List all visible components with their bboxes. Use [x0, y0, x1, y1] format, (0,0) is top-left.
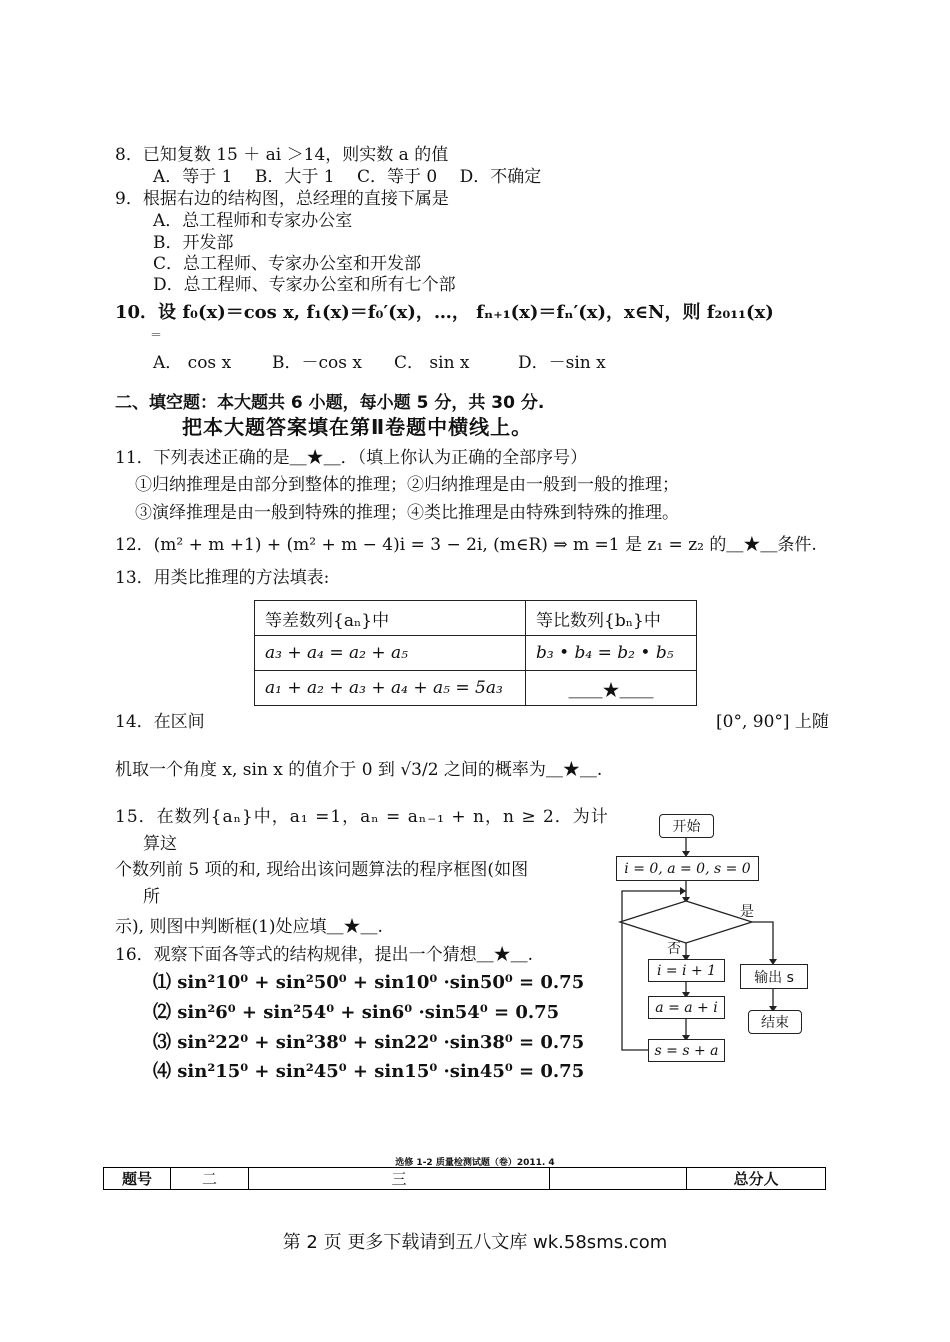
q10-option-d: D．－sin x: [518, 353, 606, 373]
q10-option-a: A． cos x: [153, 353, 232, 373]
table-cell: [550, 1168, 687, 1190]
q9-option-b: B．开发部: [153, 233, 234, 253]
section-title: 二、填空题：本大题共 6 小题，每小题 5 分，共 30 分.: [115, 393, 545, 413]
q10-option-c: C． sin x: [394, 353, 470, 373]
table-cell: 等差数列{aₙ}中: [255, 601, 526, 636]
q8-stem: 8．已知复数 15 ＋ ai ＞14，则实数 a 的值: [115, 145, 449, 165]
flow-yes-label: 是: [740, 904, 754, 920]
q9-option-a: A．总工程师和专家办公室: [153, 211, 353, 231]
table-cell: ＿＿★＿＿: [526, 671, 697, 706]
score-table: [103, 1167, 826, 1190]
table-cell: 总分人: [687, 1168, 826, 1190]
table-cell: a₃ + a₄ = a₂ + a₅: [255, 636, 526, 671]
q8-options: A．等于 1 B．大于 1 C．等于 0 D．不确定: [153, 167, 542, 187]
q9-stem: 9．根据右边的结构图，总经理的直接下属是: [115, 189, 449, 209]
flow-output: 输出 s: [740, 964, 808, 989]
q10-stem: 10．设 f₀(x)＝cos x, f₁(x)＝f₀′(x)，…， fₙ₊₁(x)＝fₙ′(x)，x∈N，则 f₂₀₁₁(x): [115, 302, 774, 323]
flow-start: 开始: [659, 814, 714, 838]
q11-line2: ③演绎推理是由一般到特殊的推理；④类比推理是由特殊到特殊的推理。: [135, 503, 679, 523]
table-row: [104, 1168, 826, 1190]
table-cell: a₁ + a₂ + a₃ + a₄ + a₅ = 5a₃: [255, 671, 526, 706]
q10-option-b: B．－cos x: [272, 353, 362, 373]
decision-diamond: [620, 901, 752, 943]
q15-line3: 个数列前 5 项的和, 现给出该问题算法的程序框图(如图: [115, 860, 529, 880]
table-cell: 题号: [104, 1168, 171, 1190]
flow-end: 结束: [748, 1010, 802, 1034]
page-footer: 第 2 页 更多下载请到五八文库 wk.58sms.com: [282, 1232, 668, 1253]
q16-item-1: ⑴ sin²10⁰ + sin²50⁰ + sin10⁰ ·sin50⁰ = 0.75: [153, 972, 585, 993]
q10-equals: ＝: [150, 328, 163, 342]
q16-item-4: ⑷ sin²15⁰ + sin²45⁰ + sin15⁰ ·sin45⁰ = 0.75: [153, 1061, 585, 1082]
q15-line1: 15．在数列{aₙ}中，a₁ =1，aₙ = aₙ₋₁ + n，n ≥ 2．为计: [115, 807, 609, 827]
table-cell: 等比数列{bₙ}中: [526, 601, 697, 636]
q9-option-d: D．总工程师、专家办公室和所有七个部: [153, 275, 456, 295]
q14-interval: [0°, 90°] 上随: [716, 712, 829, 732]
q9-option-c: C．总工程师、专家办公室和开发部: [153, 254, 422, 274]
q14-prefix: 14．在区间: [115, 712, 205, 732]
q15-line5: 示), 则图中判断框(1)处应填＿★＿.: [115, 917, 383, 937]
q12-text: 12．(m² + m +1) + (m² + m − 4)i = 3 − 2i, (m∈R) ⇒ m =1 是 z₁ = z₂ 的＿★＿条件.: [115, 535, 817, 555]
flow-init: i = 0, a = 0, s = 0: [616, 856, 759, 881]
q15-line2: 算这: [143, 834, 177, 854]
flow-step-i: i = i + 1: [648, 959, 725, 982]
q16-item-3: ⑶ sin²22⁰ + sin²38⁰ + sin22⁰ ·sin38⁰ = 0.75: [153, 1032, 585, 1053]
q14-line2: 机取一个角度 x, sin x 的值介于 0 到 √3/2 之间的概率为＿★＿.: [115, 760, 603, 780]
q11-stem: 11．下列表述正确的是＿★＿．（填上你认为正确的全部序号）: [115, 448, 588, 468]
table-cell: 三: [249, 1168, 550, 1190]
q13-stem: 13．用类比推理的方法填表:: [115, 568, 330, 588]
table-cell: b₃ • b₄ = b₂ • b₅: [526, 636, 697, 671]
q16-item-2: ⑵ sin²6⁰ + sin²54⁰ + sin6⁰ ·sin54⁰ = 0.75: [153, 1002, 560, 1023]
section-instruction: 把本大题答案填在第Ⅱ卷题中横线上。: [182, 415, 533, 439]
flow-step-a: a = a + i: [648, 996, 725, 1019]
q11-line1: ①归纳推理是由部分到整体的推理；②归纳推理是由一般到一般的推理；: [135, 475, 679, 495]
flow-no-label: 否: [667, 941, 681, 957]
exam-title: 选修 1-2 质量检测试题（卷）2011. 4: [395, 1158, 555, 1168]
flow-step-s: s = s + a: [648, 1039, 725, 1062]
q15-line4: 所: [143, 887, 160, 907]
table-cell: 二: [171, 1168, 249, 1190]
q16-stem: 16．观察下面各等式的结构规律，提出一个猜想＿★＿.: [115, 945, 534, 965]
